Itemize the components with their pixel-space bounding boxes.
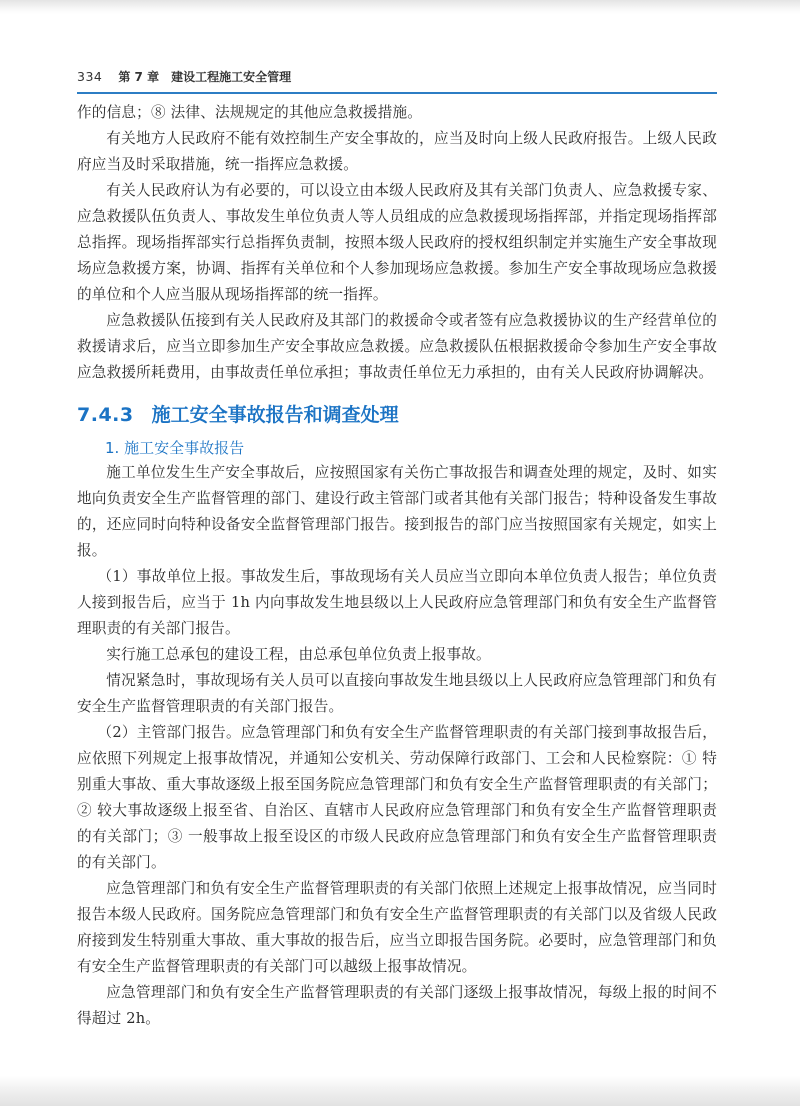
paragraph: 应急管理部门和负有安全生产监督管理职责的有关部门依照上述规定上报事故情况，应当同时报告本级人民政府。国务院应急管理部门和负有安全生产监督管理职责的有关部门以及省级人民政府接到发生特别重大事故、重大事故的报告后，应当立即报告国务院。必要时，应急管理部门和负有安全生产监督管理职责的有关部门可以越级上报事故情况。: [77, 880, 717, 975]
paragraph: 有关人民政府认为有必要的，可以设立由本级人民政府及其有关部门负责人、应急救援专家、应急救援队伍负责人、事故发生单位负责人等人员组成的应急救援现场指挥部，并指定现场指挥部总指挥。现场指挥部实行总指挥负责制，按照本级人民政府的授权组织制定并实施生产安全事故现场应急救援方案，协调、指挥有关单位和个人参加现场应急救援。参加生产安全事故现场应急救援的单位和个人应当服从现场指挥部的统一指挥。: [77, 182, 717, 303]
section-number: 7.4.3: [77, 404, 134, 426]
paragraph: 应急管理部门和负有安全生产监督管理职责的有关部门逐级上报事故情况，每级上报的时间不得超过 2h。: [77, 984, 717, 1027]
section-heading: [77, 400, 717, 430]
paragraph: 应急救援队伍接到有关人民政府及其部门的救援命令或者签有应急救援协议的生产经营单位的救援请求后，应当立即参加生产安全事故应急救援。应急救援队伍根据救援命令参加生产安全事故应急救援所耗费用，由事故责任单位承担；事故责任单位无力承担的，由有关人民政府协调解决。: [77, 312, 717, 381]
section-title: 施工安全事故报告和调查处理: [151, 404, 399, 426]
paragraph: 施工单位发生生产安全事故后，应按照国家有关伤亡事故报告和调查处理的规定，及时、如实地向负责安全生产监督管理的部门、建设行政主管部门或者其他有关部门报告；特种设备发生事故的，还应同时向特种设备安全监督管理部门报告。接到报告的部门应当按照国家有关规定，如实上报。: [77, 464, 717, 559]
scan-edge-top: [0, 0, 800, 14]
paragraph-list-item: （1）事故单位上报。事故发生后，事故现场有关人员应当立即向本单位负责人报告；单位负责人接到报告后，应当于 1h 内向事故发生地县级以上人民政府应急管理部门和负有安全生产监督管理职责的有关部门报告。: [77, 568, 717, 637]
paragraph: 有关地方人民政府不能有效控制生产安全事故的，应当及时向上级人民政府报告。上级人民政府应当及时采取措施，统一指挥应急救援。: [77, 130, 717, 173]
paragraph-continued: 作的信息；⑧ 法律、法规规定的其他应急救援措施。: [77, 104, 423, 121]
paragraph: 情况紧急时，事故现场有关人员可以直接向事故发生地县级以上人民政府应急管理部门和负有安全生产监督管理职责的有关部门报告。: [77, 672, 717, 715]
subsection-heading: 1. 施工安全事故报告: [105, 439, 245, 457]
scan-edge-bottom: [0, 1076, 800, 1106]
paragraph-list-item: （2）主管部门报告。应急管理部门和负有安全生产监督管理职责的有关部门接到事故报告后，应依照下列规定上报事故情况，并通知公安机关、劳动保障行政部门、工会和人民检察院：① 特别重大事故、重大事故逐级上报至国务院应急管理部门和负有安全生产监督管理职责的有关部门；② 较大事故逐级上报至省、自治区、直辖市人民政府应急管理部门和负有安全生产监督管理职责的有关部门；③ 一般事故上报至设区的市级人民政府应急管理部门和负有安全生产监督管理职责的有关部门。: [77, 724, 717, 871]
page-number: 334: [77, 69, 103, 84]
header-rule: [77, 92, 717, 94]
chapter-label: 第 7 章: [118, 70, 160, 84]
chapter-title: 建设工程施工安全管理: [171, 70, 292, 84]
document-page: [77, 68, 717, 1032]
running-header: [77, 68, 717, 90]
paragraph: 实行施工总承包的建设工程，由总承包单位负责上报事故。: [106, 646, 491, 663]
